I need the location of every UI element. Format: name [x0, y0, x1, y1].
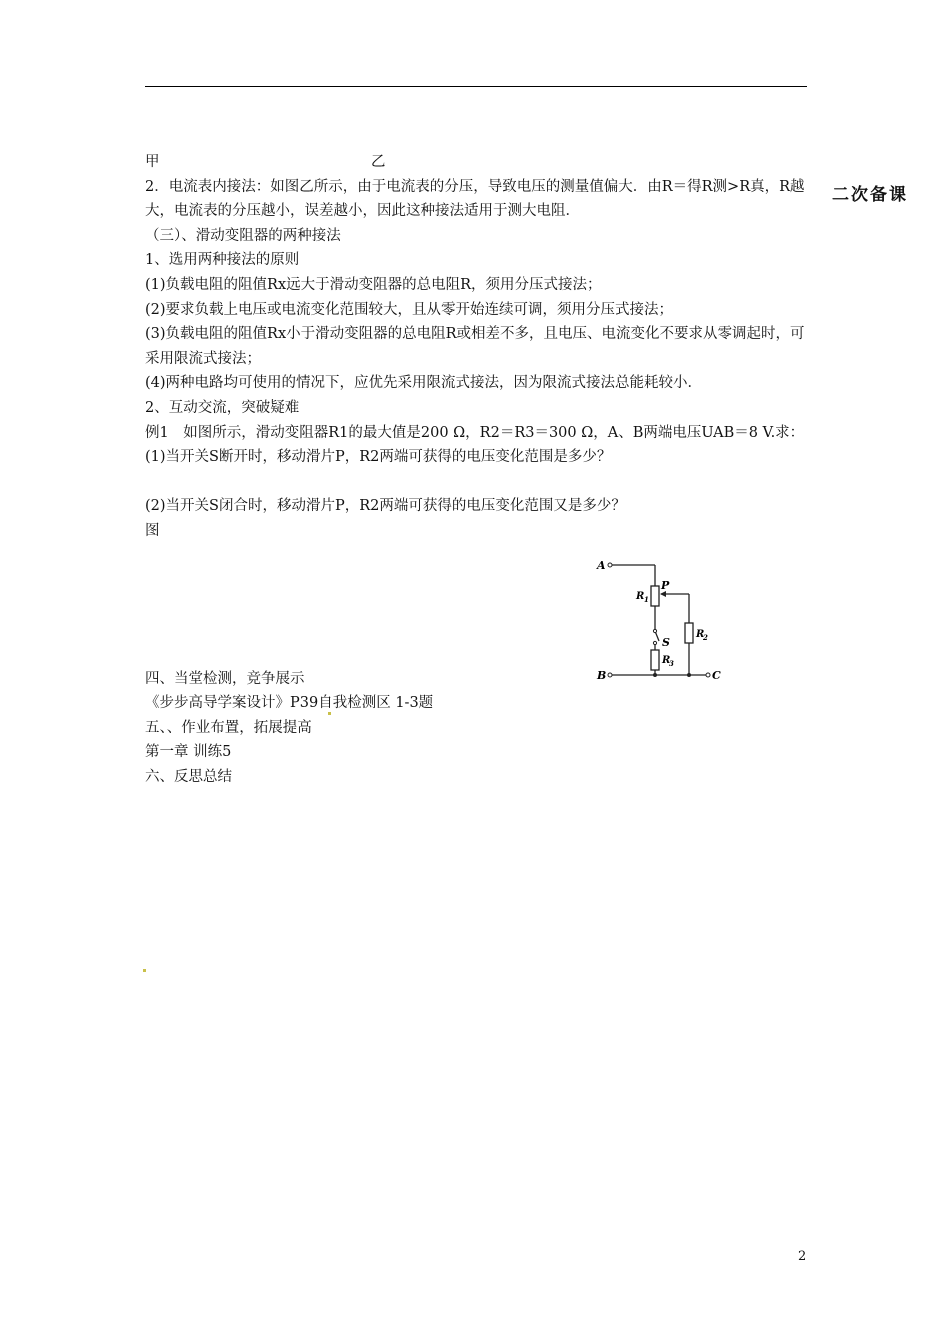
- figure-label-right: 乙: [371, 154, 386, 170]
- label-r1: R: [636, 591, 645, 602]
- reference-line: 《步步高导学案设计》P39自我检测区 1-3题: [145, 695, 434, 712]
- terminal-b: [608, 673, 612, 677]
- switch-contact: [653, 629, 656, 632]
- label-p: P: [661, 579, 670, 592]
- label-r2: R: [696, 629, 705, 640]
- label-r1-sub: 1: [644, 595, 649, 604]
- label-s: S: [662, 636, 670, 649]
- side-note: 二次备课: [832, 185, 908, 205]
- section-heading: 四、当堂检测，竞争展示: [145, 670, 305, 687]
- circuit-diagram: [594, 553, 734, 693]
- section-heading: 五、、作业布置，拓展提高: [145, 719, 312, 736]
- switch-contact: [653, 641, 656, 644]
- subheading: 2、互动交流，突破疑难: [145, 399, 300, 416]
- terminal-a: [608, 563, 612, 567]
- resistor-r3: [651, 650, 659, 670]
- label-r3: R: [662, 655, 671, 666]
- resistor-r2: [685, 623, 693, 643]
- example-statement: 例1 如图所示，滑动变阻器R1的最大值是200 Ω，R2＝R3＝300 Ω，A、B两端电压UAB＝8 V.求：: [145, 424, 805, 441]
- rule-item: (1)负载电阻的阻值Rx远大于滑动变阻器的总电阻R，须用分压式接法；: [145, 276, 602, 293]
- page-number: 2: [798, 1249, 807, 1264]
- section-heading: 六、反思总结: [145, 768, 232, 785]
- resistor-r1: [651, 586, 659, 606]
- label-c: C: [712, 669, 721, 682]
- rule-item: (2)要求负载上电压或电流变化范围较大，且从零开始连续可调，须用分压式接法；: [145, 301, 674, 318]
- figure-label-left: 甲: [145, 154, 160, 170]
- junction: [653, 673, 657, 677]
- section-heading: （三）、滑动变阻器的两种接法: [145, 227, 341, 244]
- document-body: [145, 150, 810, 789]
- homework-line: 第一章 训练5: [145, 744, 232, 761]
- subheading: 1、选用两种接法的原则: [145, 252, 300, 269]
- question-2: (2)当开关S闭合时，移动滑片P，R2两端可获得的电压变化范围又是多少？: [145, 498, 626, 515]
- figure-caption: 图: [145, 522, 160, 539]
- label-r3-sub: 3: [669, 659, 674, 668]
- label-a: A: [597, 559, 606, 572]
- stray-mark: [143, 969, 146, 972]
- question-1: (1)当开关S断开时，移动滑片P，R2两端可获得的电压变化范围是多少？: [145, 449, 612, 466]
- junction: [687, 673, 691, 677]
- label-b: B: [597, 669, 607, 682]
- terminal-c: [706, 673, 710, 677]
- rule-item: (4)两种电路均可使用的情况下，应优先采用限流式接法，因为限流式接法总能耗较小．: [145, 375, 703, 392]
- header-rule: [145, 86, 807, 87]
- figure-labels-row: [145, 150, 810, 175]
- label-r2-sub: 2: [703, 633, 708, 642]
- stray-mark: [328, 712, 331, 715]
- rule-item: (3)负载电阻的阻值Rx小于滑动变阻器的总电阻R或相差不多，且电压、电流变化不要求从零调起时，可采用限流式接法；: [145, 326, 805, 367]
- paragraph: 2．电流表内接法：如图乙所示，由于电流表的分压，导致电压的测量值偏大．由R＝得R测>R真，R越大，电流表的分压越小，误差越小，因此这种接法适用于测大电阻．: [145, 178, 805, 220]
